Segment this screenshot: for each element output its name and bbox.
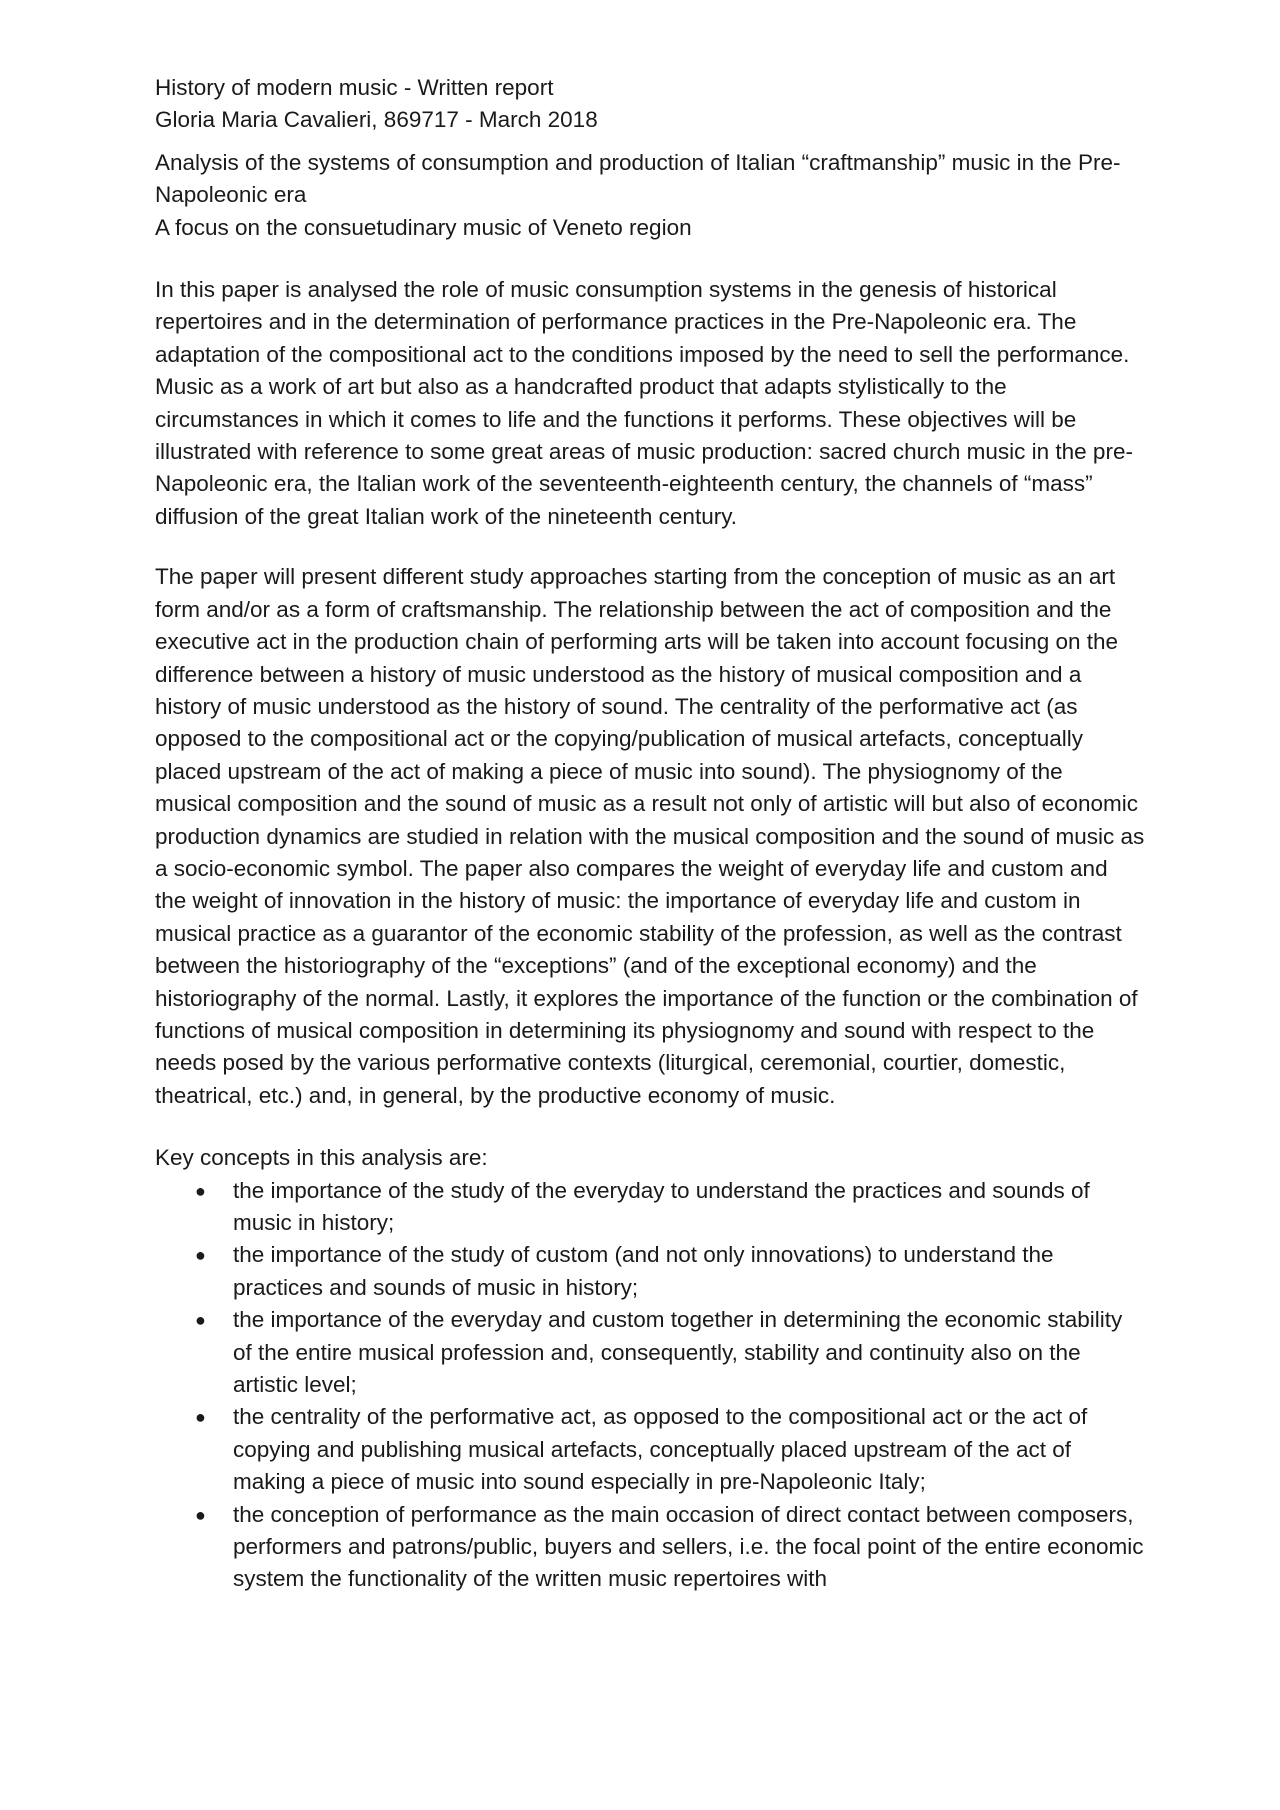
list-item: [195, 1239, 1145, 1304]
key-concepts-list: [155, 1175, 1145, 1596]
list-item-text: the conception of performance as the main occasion of direct contact between composers, performers and patrons/public, buyers and sellers, i.e. the focal point of the entire economic system the functionality of the written music repertoires with: [233, 1501, 1144, 1592]
report-title: [155, 147, 1145, 244]
title-subtitle: A focus on the consuetudinary music of Veneto region: [155, 214, 692, 240]
list-item-text: the importance of the study of the everyday to understand the practices and sounds of music in history;: [233, 1177, 1090, 1235]
bullet-icon: ●: [195, 1310, 206, 1331]
list-item: [195, 1304, 1145, 1401]
list-item: [195, 1401, 1145, 1498]
bullet-icon: ●: [195, 1245, 206, 1266]
document-page: [155, 72, 1145, 1596]
author-line: Gloria Maria Cavalieri, 869717 - March 2018: [155, 107, 598, 133]
paragraph-1: In this paper is analysed the role of music consumption systems in the genesis of historical repertoires and in the determination of performance practices in the Pre-Napoleonic era. The adaptation of the compositional act to the conditions imposed by the need to sell the performance. Music as a work of art but also as a handcrafted product that adapts stylistically to the circumstances in which it comes to life and the functions it performs. These objectives will be illustrated with reference to some great areas of music production: sacred church music in the pre-Napoleonic era, the Italian work of the seventeenth-eighteenth century, the channels of “mass” diffusion of the great Italian work of the nineteenth century.: [155, 277, 1133, 529]
bullet-icon: ●: [195, 1180, 206, 1201]
list-item-text: the centrality of the performative act, as opposed to the compositional act or the act of copying and publishing musical artefacts, conceptually placed upstream of the act of making a piece of music into sound especially in pre-Napoleonic Italy;: [233, 1404, 1088, 1495]
list-item: [195, 1499, 1145, 1596]
key-concepts-intro: Key concepts in this analysis are:: [155, 1145, 488, 1171]
paragraph-2: The paper will present different study approaches starting from the conception of music as an art form and/or as a form of craftsmanship. The relationship between the act of composition and the executive act in the production chain of performing arts will be taken into account focusing on the difference between a history of music understood as the history of musical composition and a history of music understood as the history of sound. The centrality of the performative act (as opposed to the compositional act or the copying/publication of musical artefacts, conceptually placed upstream of the act of making a piece of music into sound). The physiognomy of the musical composition and the sound of music as a result not only of artistic will but also of economic production dynamics are studied in relation with the musical composition and the sound of music as a socio-economic symbol. The paper also compares the weight of everyday life and custom and the weight of innovation in the history of music: the importance of everyday life and custom in musical practice as a guarantor of the economic stability of the profession, as well as the contrast between the historiography of the “exceptions” (and of the exceptional economy) and the historiography of the normal. Lastly, it explores the importance of the function or the combination of functions of musical composition in determining its physiognomy and sound with respect to the needs posed by the various performative contexts (liturgical, ceremonial, courtier, domestic, theatrical, etc.) and, in general, by the productive economy of music.: [155, 564, 1145, 1108]
list-item-text: the importance of the everyday and custom together in determining the economic stability of the entire musical profession and, consequently, stability and continuity also on the artistic level;: [233, 1307, 1123, 1398]
title-main: Analysis of the systems of consumption and production of Italian “craftmanship” music in the Pre-Napoleonic era: [155, 149, 1121, 208]
bullet-icon: ●: [195, 1407, 206, 1428]
course-title: History of modern music - Written report: [155, 75, 554, 100]
list-item-text: the importance of the study of custom (and not only innovations) to understand the practices and sounds of music in history;: [233, 1242, 1054, 1300]
bullet-icon: ●: [195, 1504, 206, 1525]
header: [155, 72, 1145, 137]
list-item: [195, 1175, 1145, 1240]
